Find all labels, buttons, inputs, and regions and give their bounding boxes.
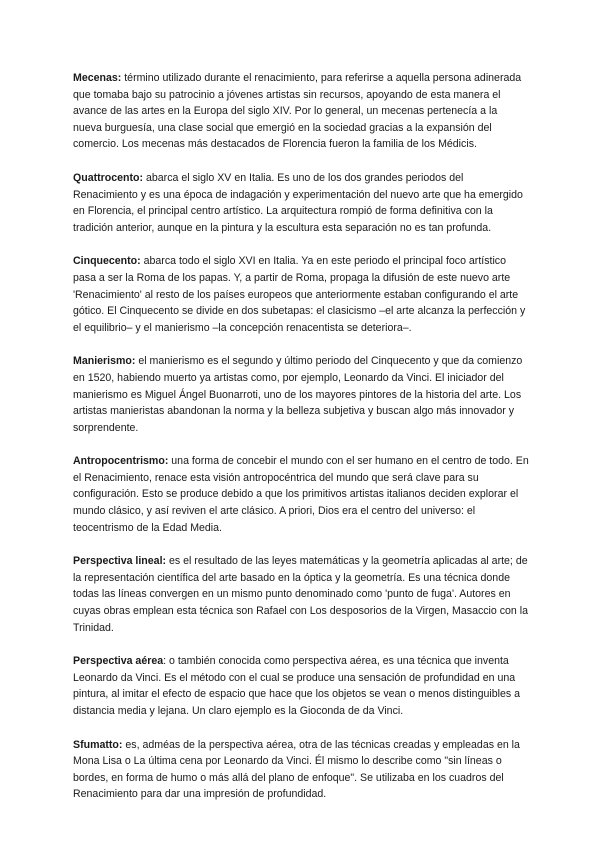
entry-definition: término utilizado durante el renacimiento, para referirse a aquella persona adinerada que tomaba bajo su patrocinio a jóvenes artistas sin recursos, apoyando de esta manera el avance de las artes en la Europa del siglo XIV. Por lo general, un mecenas pertenecía a la nueva burguesía, una clase social que emergió en la sociedad gracias a la expansión del comercio. Los mecenas más destacados de Florencia fueron la familia de los Médicis.: [73, 72, 522, 151]
entry-definition: : o también conocida como perspectiva aérea, es una técnica que inventa Leonardo da Vinci. Es el método con el cual se produce una sensación de profundidad en una pintura, al imitar el efecto de espacio que hace que los objetos se vean o menos distinguibles a distancia media y lejana. Un claro ejemplo es la Gioconda de da Vinci.: [73, 655, 520, 717]
glossary-entry-manierismo: [73, 353, 529, 436]
glossary-body: [73, 70, 529, 820]
entry-term: Perspectiva aérea: [73, 655, 164, 668]
entry-definition: una forma de concebir el mundo con el ser humano en el centro de todo. En el Renacimiento, renace esta visión antropocéntrica del mundo que será clave para su configuración. Esto se produce debido a que los primitivos artistas italianos deciden explorar el mundo clásico, y así reviven el arte clásico. A priori, Dios era el centro del universo: el teocentrismo de la Edad Media.: [73, 455, 529, 534]
entry-definition: abarca el siglo XV en Italia. Es uno de los dos grandes periodos del Renacimiento y es una época de indagación y experimentación del nuevo arte que ha emergido en Florencia, el principal centro artístico. La arquitectura rompió de forma definitiva con la tradición anterior, aunque en la pintura y la escultura esta separación no es tan profunda.: [73, 171, 523, 234]
glossary-entry-perspectiva-lineal: [73, 553, 529, 636]
glossary-entry-perspectiva-aerea: [73, 653, 529, 719]
entry-definition: es el resultado de las leyes matemáticas y la geometría aplicadas al arte; de la representación científica del arte basado en la óptica y la geometría. Es una técnica donde todas las líneas convergen en un mismo punto denominado como 'punto de fuga'. Autores en cuyas obras emplean esta técnica son Rafael con Los desposorios de la Virgen, Masaccio con la Trinidad.: [73, 555, 529, 634]
entry-term: Mecenas:: [73, 72, 122, 84]
glossary-entry-mecenas: [73, 70, 529, 153]
entry-term: Manierismo:: [73, 355, 136, 368]
entry-term: Sfumatto:: [73, 738, 123, 751]
entry-definition: el manierismo es el segundo y último periodo del Cinquecento y que da comienzo en 1520, habiendo muerto ya artistas como, por ejemplo, Leonardo da Vinci. El iniciador del manierismo es Miguel Ángel Buonarroti, uno de los mayores pintores de la historia del arte. Los artistas manieristas abandonan la norma y la belleza subjetiva y buscan algo más innovador y sorprendente.: [73, 355, 523, 434]
entry-term: Perspectiva lineal:: [73, 555, 167, 568]
entry-term: Antropocentrismo:: [73, 455, 169, 468]
entry-definition: abarca todo el siglo XVI en Italia. Ya en este periodo el principal foco artístico pasa a ser la Roma de los papas. Y, a partir de Roma, propaga la difusión de este nuevo arte 'Renacimiento' al resto de los países europeos que anteriormente estaban configurando el arte gótico. El Cinquecento se divide en dos subetapas: el clasicismo –el arte alcanza la perfección y el equilibrio– y el manierismo –la concepción renacentista se deteriora–.: [73, 255, 526, 334]
glossary-entry-antropocentrismo: [73, 453, 529, 536]
glossary-entry-cinquecento: [73, 253, 529, 336]
glossary-entry-quattrocento: [73, 170, 529, 236]
glossary-entry-sfumatto: [73, 737, 529, 803]
entry-term: Quattrocento:: [73, 171, 144, 184]
entry-term: Cinquecento:: [73, 255, 141, 268]
entry-definition: es, adméas de la perspectiva aérea, otra de las técnicas creadas y empleadas en la Mona Lisa o La última cena por Leonardo da Vinci. Él mismo lo describe como "sin líneas o bordes, en forma de humo o más allá del plano de enfoque". Se utilizaba en los cuadros del Renacimiento para dar una impresión de profundidad.: [73, 738, 520, 801]
